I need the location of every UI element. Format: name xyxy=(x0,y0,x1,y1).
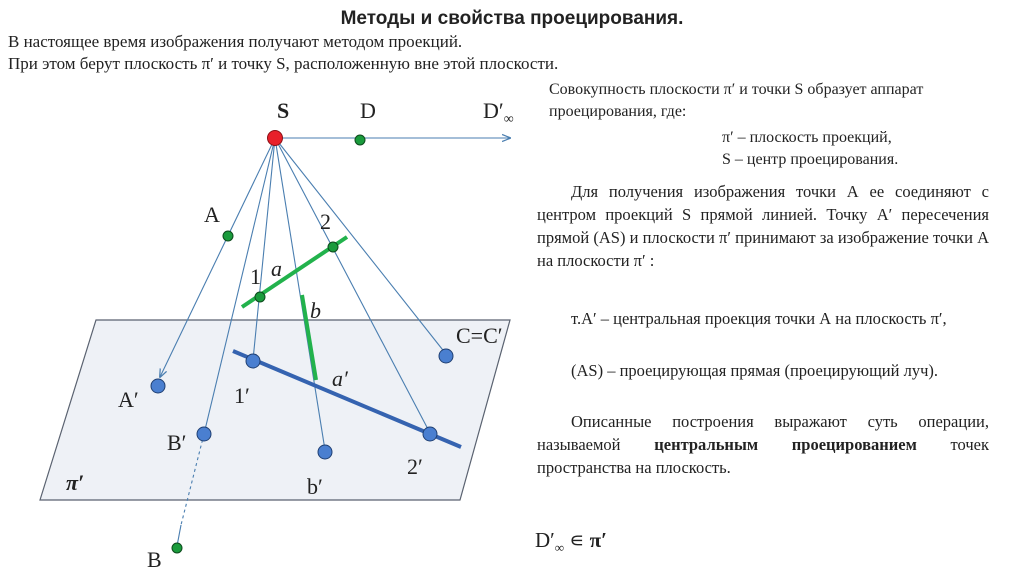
final-formula-base: D′ xyxy=(535,528,555,552)
point-A xyxy=(223,231,233,241)
apparatus-item-plane: π′ – плоскость проекций, xyxy=(722,129,892,146)
point-C-prime xyxy=(439,349,453,363)
paragraph-4-start: Описанные построения выражают суть операции, называемой xyxy=(537,412,989,454)
label-A-prime: A′ xyxy=(118,387,139,412)
intro-line-1: В настоящее время изображения получают методом проекций. xyxy=(8,32,463,51)
label-a-prime: a′ xyxy=(332,366,348,391)
point-2-prime xyxy=(423,427,437,441)
label-C-equals-C-prime: C=C′ xyxy=(456,323,503,348)
point-A-prime xyxy=(151,379,165,393)
final-formula-sub: ∞ xyxy=(554,540,565,556)
point-1 xyxy=(255,292,265,302)
label-1: 1 xyxy=(250,264,261,289)
label-2-prime: 2′ xyxy=(407,454,423,479)
paragraph-1-text: Для получения изображения точки А ее соединяют с центром проекций S прямой линией. Точку А′ пересечения прямой (АS) и плоскости π′ принимают за изображение точки А на плоскости π′ : xyxy=(537,182,989,270)
label-S: S xyxy=(277,98,290,123)
point-2 xyxy=(328,242,338,252)
label-b: b xyxy=(310,298,321,323)
label-D-infinity-base: D′ xyxy=(483,98,504,123)
final-formula-rel: ∊ xyxy=(564,528,590,552)
apparatus-item-center: S – центр проецирования. xyxy=(722,151,899,168)
projection-plane xyxy=(40,320,510,500)
page-title: Методы и свойства проецирования. xyxy=(340,8,684,29)
label-A: A xyxy=(204,202,220,227)
label-B: B xyxy=(147,547,162,572)
apparatus-line-1: Совокупность плоскости π′ и точки S образует аппарат xyxy=(549,81,924,98)
label-2: 2 xyxy=(320,209,331,234)
point-b-prime xyxy=(318,445,332,459)
point-D xyxy=(355,135,365,145)
label-D-infinity-sub: ∞ xyxy=(503,112,514,127)
label-1-prime: 1′ xyxy=(234,383,250,408)
point-B-prime xyxy=(197,427,211,441)
intro-line-2: При этом берут плоскость π′ и точку S, расположенную вне этой плоскости. xyxy=(8,54,559,73)
point-1-prime xyxy=(246,354,260,368)
label-D-infinity xyxy=(483,98,514,127)
label-D: D xyxy=(360,98,376,123)
label-a: a xyxy=(271,256,282,281)
label-B-prime: B′ xyxy=(167,430,187,455)
apparatus-line-2: проецирования, где: xyxy=(549,103,687,120)
label-pi-prime: π′ xyxy=(66,470,85,495)
paragraph-2-text: т.А′ – центральная проекция точки А на плоскость π′, xyxy=(571,309,947,328)
label-b-prime: b′ xyxy=(307,474,323,499)
point-B xyxy=(172,543,182,553)
paragraph-3-text: (АS) – проецирующая прямая (проецирующий луч). xyxy=(571,361,938,380)
paragraph-4-term: центральным проецированием xyxy=(654,435,917,454)
projection-center-S xyxy=(268,131,283,146)
paragraph-4-end: точек пространства на плоскость. xyxy=(537,435,990,477)
final-formula-plane: π′ xyxy=(589,528,608,552)
